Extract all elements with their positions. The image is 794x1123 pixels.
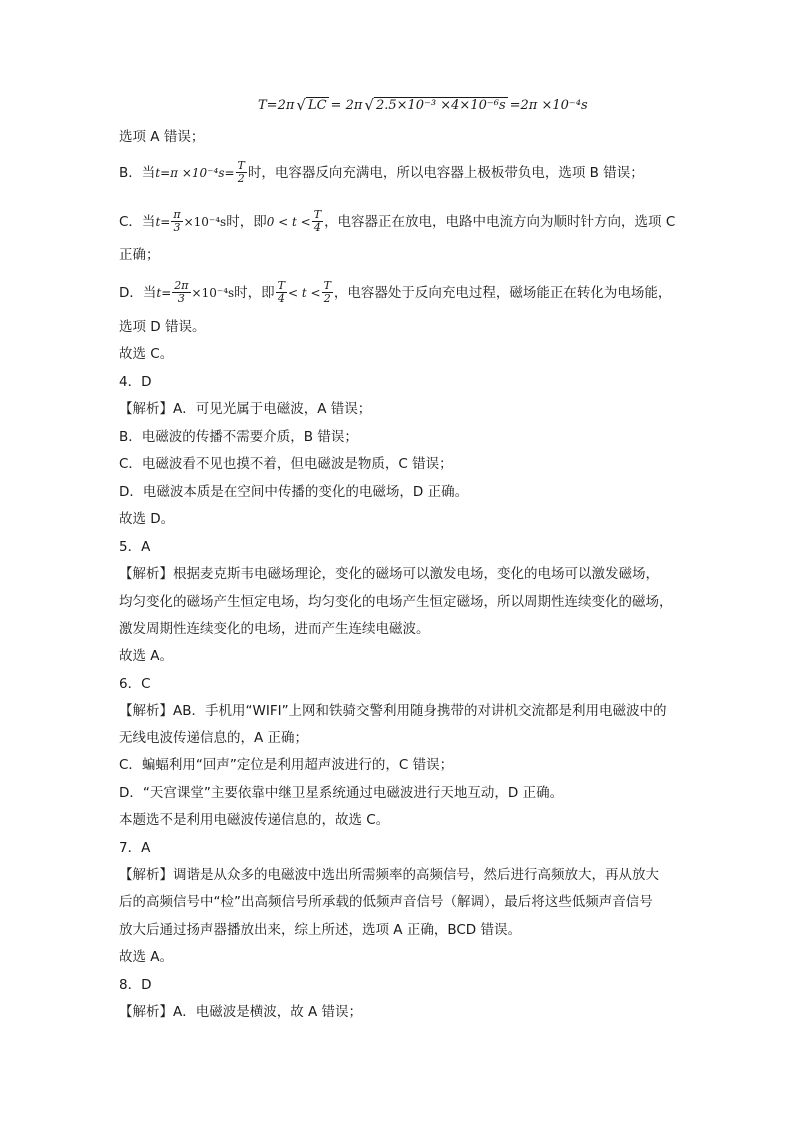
math-expr: t= <box>156 285 172 300</box>
fraction-numerator: T <box>323 279 331 292</box>
text-line-option-c <box>119 209 675 234</box>
radicand-values: 2.5×10⁻³ ×4×10⁻⁶s <box>375 98 506 113</box>
line-mid: 时，即 <box>234 284 275 301</box>
math-expr: t= <box>155 214 171 229</box>
formula-lhs: T <box>258 97 267 113</box>
text-line: B．电磁波的传播不需要介质，B 错误； <box>119 429 358 445</box>
fraction-denominator: 4 <box>277 292 285 305</box>
line-suffix: ，电容器正在放电，电路中电流方向为顺时针方向，选项 C <box>324 213 676 230</box>
formula-eq2: = 2π <box>330 97 363 113</box>
radicand-lc: LC <box>307 98 327 113</box>
fraction <box>236 160 247 185</box>
condition-expr: < t < <box>288 285 321 300</box>
formula-eq1: =2π <box>266 97 295 113</box>
fraction <box>276 280 287 305</box>
fraction <box>171 209 182 234</box>
text-line-option-b <box>119 160 644 185</box>
radical-sign-icon: √ <box>296 96 306 114</box>
fraction-numerator: T <box>277 279 286 292</box>
text-line: 放大后通过扬声器播放出来，综上所述，选项 A 正确，BCD 错误。 <box>119 922 521 938</box>
fraction-denominator: 2 <box>237 172 245 185</box>
text-line: C．电磁波看不见也摸不着，但电磁波是物质，C 错误； <box>119 456 453 472</box>
text-line: 故选 A。 <box>119 949 174 965</box>
text-line: 故选 A。 <box>119 648 174 664</box>
fraction-numerator: π <box>173 208 181 221</box>
text-line: 选项 D 错误。 <box>119 319 206 335</box>
fraction-numerator: 2π <box>174 279 189 292</box>
math-expr: ×10⁻⁴s <box>191 285 235 300</box>
text-line: 正确； <box>119 247 160 263</box>
line-suffix: 时，电容器反向充满电，所以电容器上极板带负电，选项 B 错误； <box>247 164 644 181</box>
fraction <box>312 209 323 234</box>
text-line: 激发周期性连续变化的电场，进而产生连续电磁波。 <box>119 621 430 637</box>
period-formula <box>258 96 588 114</box>
text-line: 本题选不是利用电磁波传递信息的，故选 C。 <box>119 812 390 828</box>
radical-sign-icon: √ <box>364 96 374 114</box>
text-line: 无线电波传递信息的，A 正确； <box>119 730 309 746</box>
question-number: 6．C <box>119 676 151 692</box>
condition-expr: 0 < t < <box>266 214 311 229</box>
line-mid: 时，即 <box>226 213 267 230</box>
line-prefix: B．当 <box>119 164 156 181</box>
fraction-numerator: T <box>237 159 245 172</box>
sqrt-lc <box>296 96 328 114</box>
text-line: 【解析】A．电磁波是横波，故 A 错误； <box>119 1004 363 1020</box>
text-line: 故选 C。 <box>119 346 174 362</box>
line-suffix: ，电容器处于反向充电过程，磁场能正在转化为电场能， <box>333 284 672 301</box>
question-number: 5．A <box>119 539 151 555</box>
line-prefix: D．当 <box>119 284 157 301</box>
text-line: 故选 D。 <box>119 511 175 527</box>
question-number: 8．D <box>119 977 152 993</box>
fraction-denominator: 3 <box>173 221 181 234</box>
text-line-option-d <box>119 280 671 305</box>
sqrt-values <box>364 96 507 114</box>
text-line: 【解析】根据麦克斯韦电磁场理论，变化的磁场可以激发电场，变化的电场可以激发磁场， <box>119 566 659 582</box>
text-line: 【解析】AB．手机用“WIFI”上网和铁骑交警利用随身携带的对讲机交流都是利用电磁波中的 <box>119 703 667 719</box>
text-line: 选项 A 错误； <box>119 129 205 145</box>
line-prefix: C．当 <box>119 213 156 230</box>
text-line: 【解析】A．可见光属于电磁波，A 错误； <box>119 401 372 417</box>
text-line: D．“天宫课堂”主要依靠中继卫星系统通过电磁波进行天地互动，D 正确。 <box>119 785 564 801</box>
math-expr: t=π ×10⁻⁴s= <box>155 165 235 180</box>
fraction-denominator: 2 <box>323 292 331 305</box>
fraction-denominator: 3 <box>177 292 185 305</box>
text-line: 后的高频信号中“检”出高频信号所承载的低频声音信号（解调），最后将这些低频声音信号 <box>119 894 653 910</box>
text-line: C．蝙蝠利用“回声”定位是利用超声波进行的，C 错误； <box>119 757 454 773</box>
fraction <box>172 280 190 305</box>
fraction-numerator: T <box>313 208 322 221</box>
text-line: 均匀变化的磁场产生恒定电场，均匀变化的电场产生恒定磁场，所以周期性连续变化的磁场， <box>119 594 673 610</box>
text-line: 【解析】调谐是从众多的电磁波中选出所需频率的高频信号，然后进行高频放大，再从放大 <box>119 867 659 883</box>
question-number: 4．D <box>119 374 152 390</box>
math-expr: ×10⁻⁴s <box>183 214 227 229</box>
fraction <box>322 280 333 305</box>
formula-eq3: =2π ×10⁻⁴s <box>509 97 588 113</box>
question-number: 7．A <box>119 840 151 856</box>
text-line: D．电磁波本质是在空间中传播的变化的电磁场，D 正确。 <box>119 484 469 500</box>
fraction-denominator: 4 <box>313 221 321 234</box>
